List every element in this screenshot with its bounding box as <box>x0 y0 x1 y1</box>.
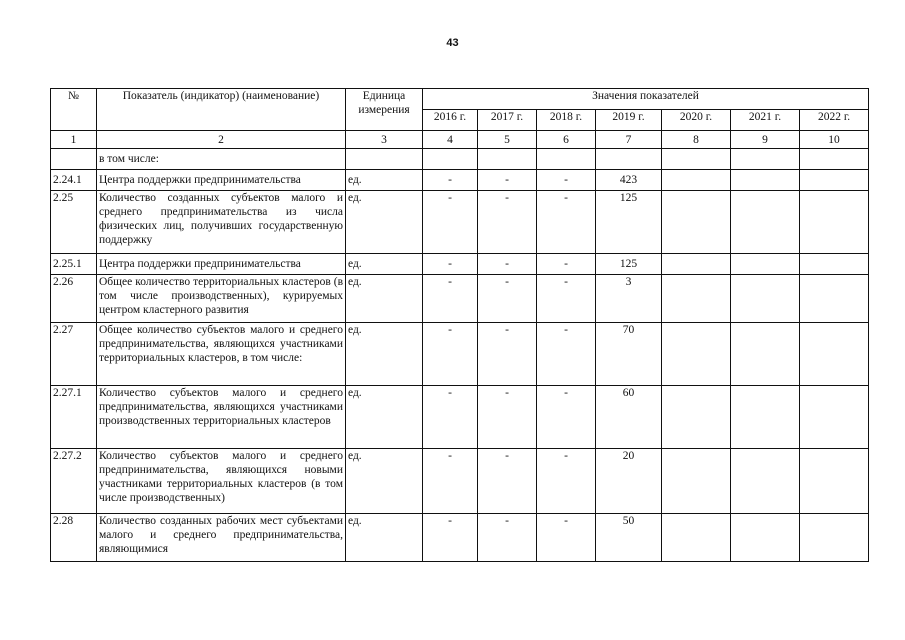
header-row <box>51 89 869 110</box>
row-number: 2.27 <box>51 323 97 386</box>
row-value: - <box>478 275 537 323</box>
row-value: - <box>478 170 537 191</box>
row-value <box>731 449 800 514</box>
table-row <box>51 514 869 562</box>
row-value <box>662 191 731 254</box>
row-value: - <box>537 191 596 254</box>
header-year: 2018 г. <box>537 110 596 131</box>
row-number: 2.27.1 <box>51 386 97 449</box>
column-numbers-row <box>51 131 869 149</box>
header-year: 2022 г. <box>800 110 869 131</box>
row-number: 2.24.1 <box>51 170 97 191</box>
row-value: - <box>478 449 537 514</box>
row-value <box>800 449 869 514</box>
row-value <box>800 386 869 449</box>
row-unit: ед. <box>346 170 423 191</box>
row-value: 50 <box>596 514 662 562</box>
header-year: 2021 г. <box>731 110 800 131</box>
row-number: 2.25.1 <box>51 254 97 275</box>
row-value <box>800 149 869 170</box>
row-value <box>662 254 731 275</box>
row-value: - <box>478 386 537 449</box>
row-value: - <box>478 323 537 386</box>
row-unit: ед. <box>346 254 423 275</box>
header-num: № <box>51 89 97 131</box>
table-row <box>51 386 869 449</box>
row-value <box>731 170 800 191</box>
row-value <box>731 323 800 386</box>
row-value <box>731 386 800 449</box>
row-value: - <box>478 514 537 562</box>
row-value: 125 <box>596 191 662 254</box>
row-value: - <box>423 323 478 386</box>
row-indicator: Количество субъектов малого и среднего предпринимательства, являющихся участниками производственных территориальных кластеров <box>97 386 346 449</box>
column-number: 9 <box>731 131 800 149</box>
row-value: - <box>537 254 596 275</box>
row-value <box>800 191 869 254</box>
row-value: - <box>537 170 596 191</box>
row-indicator: Общее количество субъектов малого и среднего предпринимательства, являющихся участниками территориальных кластеров, в том числе: <box>97 323 346 386</box>
row-value: 60 <box>596 386 662 449</box>
row-value <box>800 323 869 386</box>
row-value: - <box>423 514 478 562</box>
row-value <box>537 149 596 170</box>
row-number: 2.25 <box>51 191 97 254</box>
table-row <box>51 149 869 170</box>
row-value: - <box>537 514 596 562</box>
row-indicator: Центра поддержки предпринимательства <box>97 170 346 191</box>
row-unit: ед. <box>346 191 423 254</box>
row-value <box>662 449 731 514</box>
row-value: 20 <box>596 449 662 514</box>
table-row <box>51 170 869 191</box>
table-row <box>51 275 869 323</box>
row-indicator: Общее количество территориальных кластеров (в том числе производственных), курируемых центром кластерного развития <box>97 275 346 323</box>
row-number: 2.28 <box>51 514 97 562</box>
header-unit: Единица измерения <box>346 89 423 131</box>
row-value: - <box>423 254 478 275</box>
column-number: 1 <box>51 131 97 149</box>
row-value <box>731 254 800 275</box>
row-value <box>800 275 869 323</box>
row-value <box>731 191 800 254</box>
page-number: 43 <box>446 37 459 49</box>
row-value <box>596 149 662 170</box>
row-value <box>478 149 537 170</box>
row-value <box>800 170 869 191</box>
row-indicator: Количество субъектов малого и среднего предпринимательства, являющихся новыми участниками территориальных кластеров (в том числе производственных) <box>97 449 346 514</box>
row-value <box>662 323 731 386</box>
indicators-table <box>50 88 869 562</box>
row-unit: ед. <box>346 275 423 323</box>
row-value <box>662 386 731 449</box>
column-number: 3 <box>346 131 423 149</box>
row-value <box>800 254 869 275</box>
row-value: - <box>423 275 478 323</box>
table-row <box>51 323 869 386</box>
row-number: 2.27.2 <box>51 449 97 514</box>
row-indicator: в том числе: <box>97 149 346 170</box>
column-number: 2 <box>97 131 346 149</box>
row-unit: ед. <box>346 323 423 386</box>
row-value: 125 <box>596 254 662 275</box>
row-number <box>51 149 97 170</box>
row-value <box>662 149 731 170</box>
header-year: 2020 г. <box>662 110 731 131</box>
row-unit <box>346 149 423 170</box>
row-value: - <box>537 449 596 514</box>
column-number: 10 <box>800 131 869 149</box>
row-value: - <box>537 275 596 323</box>
row-indicator: Количество созданных рабочих мест субъектами малого и среднего предпринимательства, являющимися <box>97 514 346 562</box>
header-year: 2017 г. <box>478 110 537 131</box>
row-value: 70 <box>596 323 662 386</box>
row-indicator: Количество созданных субъектов малого и среднего предпринимательства из числа физических лиц, получивших государственную поддержку <box>97 191 346 254</box>
row-value: - <box>478 254 537 275</box>
row-value: - <box>537 386 596 449</box>
column-number: 5 <box>478 131 537 149</box>
row-value <box>731 149 800 170</box>
header-values-group: Значения показателей <box>423 89 869 110</box>
row-value: - <box>423 386 478 449</box>
row-value <box>800 514 869 562</box>
row-value <box>662 275 731 323</box>
row-value: - <box>478 191 537 254</box>
row-value: - <box>537 323 596 386</box>
row-value <box>731 275 800 323</box>
column-number: 6 <box>537 131 596 149</box>
row-value: - <box>423 191 478 254</box>
row-number: 2.26 <box>51 275 97 323</box>
row-value <box>423 149 478 170</box>
row-value: - <box>423 170 478 191</box>
column-number: 7 <box>596 131 662 149</box>
row-unit: ед. <box>346 386 423 449</box>
table-row <box>51 449 869 514</box>
column-number: 4 <box>423 131 478 149</box>
header-year: 2016 г. <box>423 110 478 131</box>
row-value <box>662 514 731 562</box>
row-value <box>662 170 731 191</box>
row-value: 423 <box>596 170 662 191</box>
table-row <box>51 254 869 275</box>
row-indicator: Центра поддержки предпринимательства <box>97 254 346 275</box>
row-unit: ед. <box>346 514 423 562</box>
row-value: - <box>423 449 478 514</box>
column-number: 8 <box>662 131 731 149</box>
header-indicator: Показатель (индикатор) (наименование) <box>97 89 346 131</box>
row-value: 3 <box>596 275 662 323</box>
header-year: 2019 г. <box>596 110 662 131</box>
row-value <box>731 514 800 562</box>
table-row <box>51 191 869 254</box>
row-unit: ед. <box>346 449 423 514</box>
